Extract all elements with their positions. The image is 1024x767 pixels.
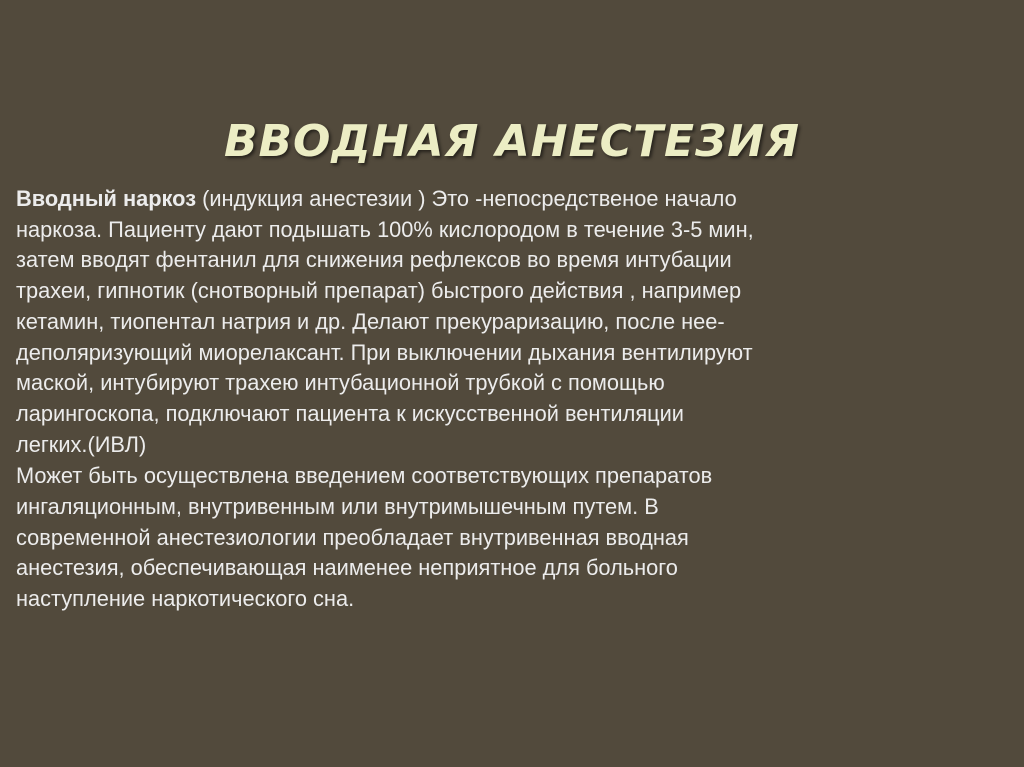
paragraph-methods bbox=[16, 461, 1016, 615]
paragraph1-line-6: деполяризующий миорелаксант. При выключении дыхания вентилируют bbox=[16, 339, 753, 365]
term-induction-narcosis: Вводный наркоз bbox=[16, 186, 197, 211]
paragraph2-line-1: Может быть осуществлена введением соответствующих препаратов bbox=[16, 463, 713, 489]
paragraph-induction bbox=[16, 184, 1016, 460]
paragraph1-line-4: трахеи, гипнотик (снотворный препарат) быстрого действия , например bbox=[16, 278, 742, 304]
paragraph1-line-9: легких.(ИВЛ) bbox=[16, 431, 147, 457]
paragraph1-line-1: (индукция анестезии ) Это -непосредственое начало bbox=[196, 186, 737, 211]
paragraph2-line-2: ингаляционным, внутривенным или внутримышечным путем. В bbox=[16, 494, 659, 520]
paragraph1-line-8: ларингоскопа, подключают пациента к искусственной вентиляции bbox=[16, 400, 684, 426]
paragraph1-line-3: затем вводят фентанил для снижения рефлексов во время интубации bbox=[16, 247, 732, 273]
paragraph1-line-2: наркоза. Пациенту дают подышать 100% кислородом в течение 3-5 мин, bbox=[16, 216, 754, 242]
paragraph1-line-7: маской, интубируют трахею интубационной трубкой с помощью bbox=[16, 370, 665, 396]
paragraph2-line-4: анестезия, обеспечивающая наименее неприятное для больного bbox=[16, 555, 678, 581]
slide-title: ВВОДНАЯ АНЕСТЕЗИЯ bbox=[223, 116, 800, 167]
paragraph1-line-5: кетамин, тиопентал натрия и др. Делают прекураризацию, после нее- bbox=[16, 308, 725, 334]
paragraph2-line-3: современной анестезиологии преобладает внутривенная вводная bbox=[16, 524, 689, 550]
slide-body bbox=[16, 184, 1016, 615]
paragraph2-line-5: наступление наркотического сна. bbox=[16, 586, 355, 612]
